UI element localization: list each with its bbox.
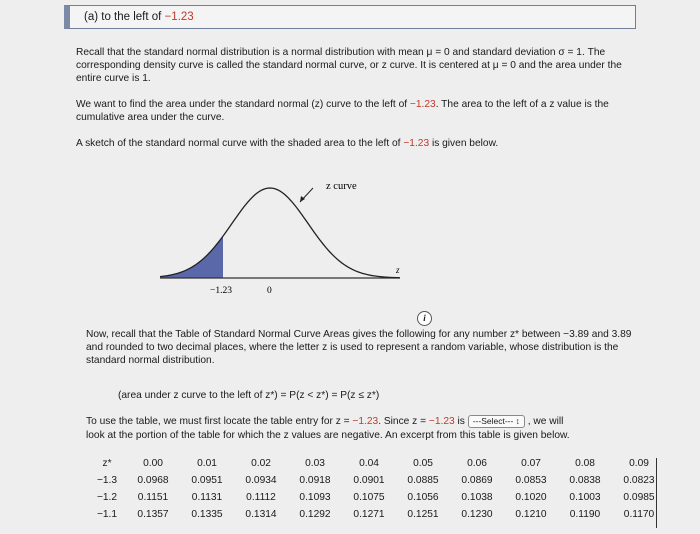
z-table-header-row xyxy=(88,455,666,472)
table-cell: 0.1271 xyxy=(353,509,385,520)
part-header xyxy=(64,5,636,29)
header-cell: 0.01 xyxy=(197,458,217,469)
table-cell: 0.0918 xyxy=(299,475,331,486)
header-cell: z* xyxy=(102,458,112,469)
table-cell: 0.1230 xyxy=(461,509,493,520)
table-cell: 0.1020 xyxy=(515,492,547,503)
part-label: (a) xyxy=(84,11,99,23)
table-usage-line: To use the table, we must first locate the table entry for z = −1.23. Since z = −1.23 is ---Select--- ↕ , we will xyxy=(86,416,564,428)
table-cell: −1.1 xyxy=(96,509,118,520)
sign-select-dropdown[interactable]: ---Select--- ↕ xyxy=(468,415,525,428)
header-cell: 0.06 xyxy=(467,458,487,469)
table-row xyxy=(88,472,666,489)
table-cell: 0.0985 xyxy=(623,492,655,503)
cdf-formula: (area under z curve to the left of z*) = P(z < z*) = P(z ≤ z*) xyxy=(118,390,380,401)
table-cell: 0.1170 xyxy=(623,509,655,520)
part-title-value: −1.23 xyxy=(164,11,194,23)
axis-label: z xyxy=(396,265,400,275)
table-edge-line xyxy=(656,458,657,528)
table-cell: 0.1112 xyxy=(246,492,276,503)
normal-curve-sketch xyxy=(150,172,420,302)
table-row xyxy=(88,489,666,506)
table-cell: −1.3 xyxy=(96,475,118,486)
table-cell: 0.1151 xyxy=(137,492,169,503)
shaded-area xyxy=(160,236,223,278)
table-cell: 0.1190 xyxy=(569,509,601,520)
header-cell: 0.05 xyxy=(413,458,433,469)
header-cell: 0.07 xyxy=(521,458,541,469)
table-cell: 0.1003 xyxy=(569,492,601,503)
table-cell: 0.1314 xyxy=(245,509,277,520)
curve-label: z curve xyxy=(326,181,357,192)
header-cell: 0.08 xyxy=(575,458,595,469)
table-cell: 0.0951 xyxy=(191,475,223,486)
table-usage-line-2: look at the portion of the table for which the z values are negative. An excerpt from this table is given below. xyxy=(86,430,570,441)
table-cell: 0.0838 xyxy=(569,475,601,486)
z-curve xyxy=(160,188,400,278)
table-cell: 0.0853 xyxy=(515,475,547,486)
header-cell: 0.04 xyxy=(359,458,379,469)
table-cell: 0.1075 xyxy=(353,492,385,503)
table-cell: 0.0901 xyxy=(353,475,385,486)
table-cell: 0.1210 xyxy=(515,509,547,520)
table-cell: 0.1056 xyxy=(407,492,439,503)
table-cell: 0.1335 xyxy=(191,509,223,520)
table-cell: 0.0934 xyxy=(245,475,277,486)
header-cell: 0.00 xyxy=(143,458,163,469)
table-cell: 0.0823 xyxy=(623,475,655,486)
intro-paragraph-1: Recall that the standard normal distribution is a normal distribution with mean μ = 0 and standard deviation σ = 1. The corresponding density curve is called the standard normal curve, or z curve. It is centered at μ = 0 and the area under the entire curve is 1. xyxy=(76,47,622,84)
header-cell: 0.03 xyxy=(305,458,325,469)
table-cell: 0.1292 xyxy=(299,509,331,520)
z-table xyxy=(88,455,666,523)
part-title: to the left of xyxy=(101,11,162,23)
table-cell: 0.1038 xyxy=(461,492,493,503)
table-cell: −1.2 xyxy=(96,492,118,503)
table-cell: 0.1131 xyxy=(191,492,223,503)
table-cell: 0.1251 xyxy=(407,509,439,520)
table-row xyxy=(88,506,666,523)
header-cell: 0.02 xyxy=(251,458,271,469)
intro-paragraph-2: We want to find the area under the standard normal (z) curve to the left of −1.23. The area to the left of a z value is the cumulative area under the curve. xyxy=(76,99,609,123)
table-cell: 0.1093 xyxy=(299,492,331,503)
header-cell: 0.09 xyxy=(629,458,649,469)
table-intro-paragraph: Now, recall that the Table of Standard Normal Curve Areas gives the following for any number z* between −3.89 and 3.89 and rounded to two decimal places, where the letter z is used to represent a random variable, whose distribution is the standard normal distribution. xyxy=(86,329,632,366)
intro-paragraph-3: A sketch of the standard normal curve with the shaded area to the left of −1.23 is given below. xyxy=(76,138,499,149)
tick-label-zero: 0 xyxy=(267,286,272,296)
tick-label-neg: −1.23 xyxy=(210,286,232,296)
table-cell: 0.1357 xyxy=(137,509,169,520)
table-cell: 0.0869 xyxy=(461,475,493,486)
info-icon[interactable]: i xyxy=(417,311,432,326)
table-cell: 0.0885 xyxy=(407,475,439,486)
table-cell: 0.0968 xyxy=(137,475,169,486)
